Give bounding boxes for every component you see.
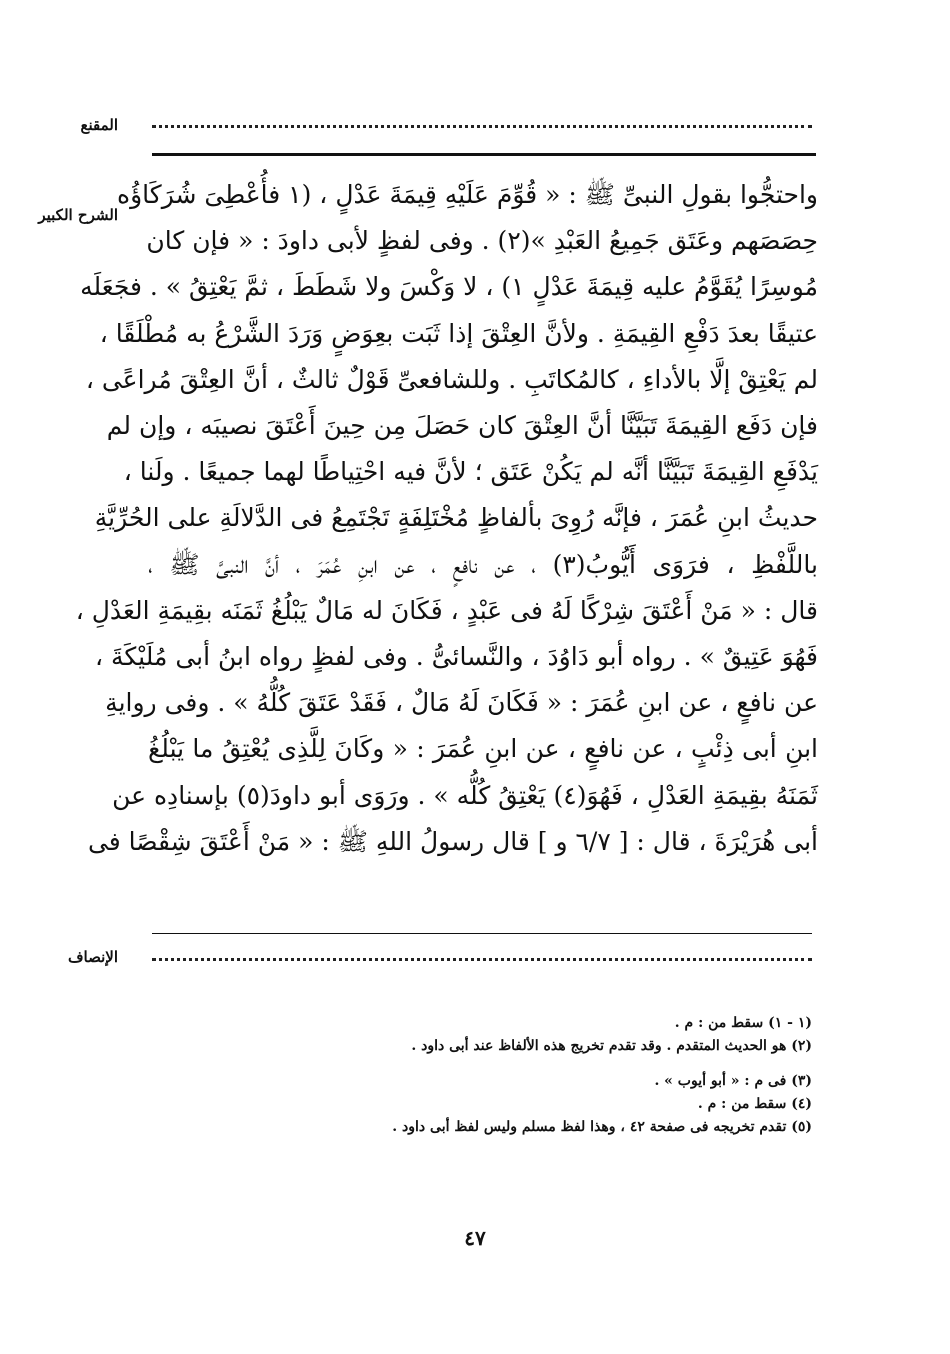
footnote: (٥) تقدم تخريجه فى صفحة ٤٢ ، وهذا لفظ مسلم وليس لفظ أبى داود . — [392, 1119, 812, 1135]
footnote: (٣) فى م : « أبو أيوب » . — [654, 1073, 812, 1089]
muqni-dotted-line — [152, 125, 812, 128]
text-line: ثَمَنَهُ بقِيمَةِ العَدْلِ ، فَهُوَ(٤) يَعْتِقُ كُلُّه » . ورَوَى أبو داودَ(٥) بإسنادِه عن — [112, 780, 818, 810]
insaf-dotted-line — [152, 958, 812, 961]
footnote: (٤) سقط من : م . — [697, 1096, 812, 1112]
body-end-rule — [152, 933, 812, 934]
page-number: ٤٧ — [464, 1226, 486, 1250]
footnote: (٢) هو الحديث المتقدم . وقد تقدم تخريج هذه الألفاظ عند أبى داود . — [411, 1038, 812, 1054]
footnote: (١ - ١) سقط من : م . — [674, 1015, 812, 1031]
sharh-kabir-label: الشرح الكبير — [38, 206, 118, 224]
text-line: مُوسِرًا يُقَوَّمُ عليه قِيمَةَ عَدْلٍ ١) ، لا وَكْسَ ولا شَطَطَ ، ثمَّ يَعْتِقُ » . فجَعَلَه — [80, 272, 818, 302]
text-line: قال : « مَنْ أَعْتَقَ شِرْكًا لَهُ فى عَبْدٍ ، فَكَانَ له مَالٌ يَبْلُغُ ثَمَنَه بقِيمَةِ العَدْلِ ، — [75, 595, 818, 625]
text-line: واحتجُّوا بقولِ النبىِّ ﷺ : « قُوِّمَ عَلَيْهِ قِيمَةَ عَدْلٍ ، (١ فأُعْطِىَ شُرَكَاؤُه — [117, 180, 818, 209]
text-line: باللَّفْظِ ، فرَوَى أَيُّوبُ(٣) ، عن نافعٍ ، عن ابنِ عُمَرَ ، أنَّ النبىَّ ﷺ ، — [148, 549, 818, 579]
text-line: عن نافعٍ ، عن ابنِ عُمَرَ : « فَكَانَ لَهُ مَالٌ ، فَقَدْ عَتَقَ كُلُّهُ » . وفى روايةِ — [105, 688, 818, 718]
text-line: حديثُ ابنِ عُمَرَ ، فإنَّه رُوِىَ بألفاظٍ مُخْتَلِفَةٍ تَجْتَمِعُ فى الدَّلالَةِ على الحُرِّيَّةِ — [94, 503, 818, 533]
text-line: أبى هُرَيْرَةَ ، قال : [ ٦/٧ و ] قال رسولُ اللهِ ﷺ : « مَنْ أَعْتَقَ شِقْصًا فى — [87, 826, 818, 856]
muqni-label: المقنع — [80, 116, 118, 134]
text-line: لم يَعْتِقْ إلَّا بالأداءِ ، كالمُكاتَبِ . وللشافعىِّ قَوْلٌ ثالثٌ ، أنَّ العِتْقَ مُراعًى ، — [85, 364, 818, 394]
text-line: فإن دَفَع القِيمَةَ تَبَيَّنَّا أنَّ العِتْقَ كان حَصَلَ مِن حِينَ أَعْتَقَ نصيبَه ، وإن لم — [106, 411, 818, 441]
insaf-label: الإنصاف — [67, 948, 118, 966]
footnotes — [300, 1012, 812, 1139]
text-line: عتيقًا بعدَ دَفْعِ القِيمَةِ . ولأنَّ العِتْقَ إذا ثَبَت بعِوَضٍ وَرَدَ الشَّرْعُ به مُطْلَقًا ، — [99, 318, 818, 348]
header-rule — [152, 153, 816, 156]
text-line: حِصَصَهم وعَتَق جَمِيعُ العَبْدِ »(٢) . وفى لفظٍ لأبى داودَ : « فإن كان — [146, 226, 818, 256]
text-line: ابنِ أبى ذِئْبٍ ، عن نافعٍ ، عن ابنِ عُمَرَ : « وكَانَ لِلَّذِى يُعْتِقُ ما يَبْلُغُ — [148, 734, 818, 764]
text-line: فَهُوَ عَتِيقٌ » . رواه أبو دَاوُدَ ، والنَّسائىُّ . وفى لفظٍ رواه ابنُ أبى مُلَيْكَةَ ، — [94, 642, 818, 672]
text-line: يَدْفَعِ القِيمَةَ تَبَيَّنَّا أنَّه لم يَكُنْ عَتَق ؛ لأنَّ فيه احْتِياطًا لهما جميعًا . ولَنا ، — [123, 457, 818, 487]
